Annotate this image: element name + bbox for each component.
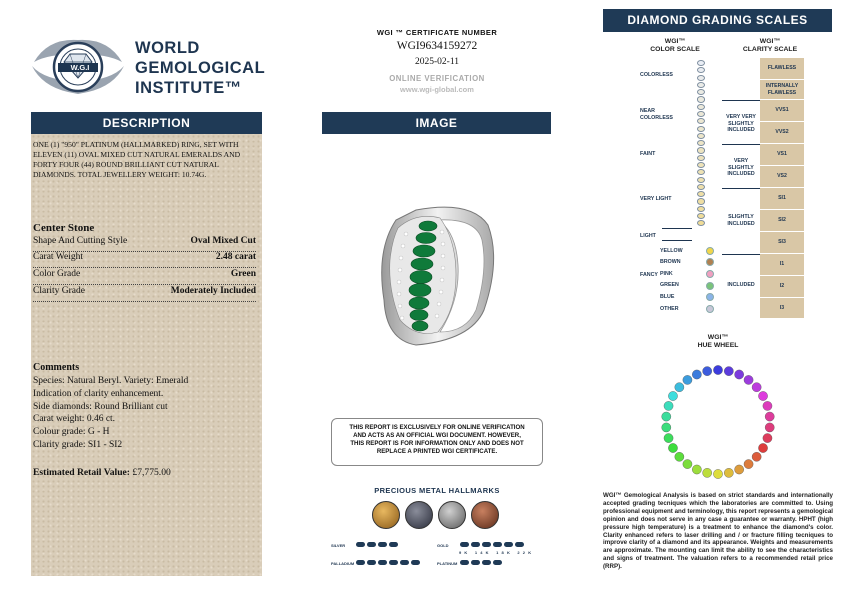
description-text: ONE (1) "950" PLATINUM (HALLMARKED) RING, SET WITH ELEVEN (11) OVAL MIXED CUT NATURAL EMERALDS AND FORTY FOUR (44) ROUND BRILLIANT CUT NATURAL DIAMONDS. TOTAL JEWELLERY WEIGHT: 10.74G. [33,140,241,179]
estimated-retail-value [33,467,171,478]
hue-swatch [713,469,722,478]
clarity-group-label: INCLUDED [727,282,755,288]
hallmark-label: PLATINUM [437,561,458,566]
color-grade-gem-icon [697,206,705,212]
clarity-grade: I1 [760,254,804,276]
hue-swatch [752,452,761,461]
fancy-color-row [660,245,714,257]
comments-title: Comments [33,362,80,373]
hallmark-label: GOLD [437,543,449,548]
image-heading: IMAGE [322,112,551,134]
institute-name-line1: WORLD [135,39,200,57]
hallmark-label: PALLADIUM [331,561,355,566]
karat-label: 9K [459,550,471,555]
comment-line: Carat weight: 0.46 ct. [33,414,116,425]
clarity-grade: INTERNALLY FLAWLESS [760,80,804,100]
color-grade-gem-icon [697,60,705,66]
institute-name-line2: GEMOLOGICAL [135,59,266,77]
clarity-group-label: SLIGHTLY INCLUDED [727,214,755,227]
palladium-hallmark-coin-icon [405,501,433,529]
hallmark-row-silver [331,542,400,548]
hue-swatch [683,459,692,468]
hue-swatch [763,433,772,442]
color-group-label: COLORLESS [640,72,673,78]
detail-row-clarity [33,286,256,302]
clarity-scale-column [760,58,804,319]
fancy-color-name: YELLOW [660,247,683,254]
online-verification-url[interactable]: www.wgi-global.com [400,85,474,94]
hue-swatch [758,391,767,400]
comment-line: Colour grade: G - H [33,427,110,438]
hue-wheel-title: WGI™ HUE WHEEL [697,334,739,349]
color-group-label: FANCY [640,272,658,278]
hue-swatch [744,459,753,468]
color-grade-gem-icon [697,147,705,153]
karat-label: 18K [496,550,514,555]
ring-image [376,200,501,350]
grading-scales-heading: DIAMOND GRADING SCALES [603,9,832,32]
detail-label: Carat Weight [33,252,83,262]
description-panel [31,134,262,576]
blue-gem-icon [706,293,714,301]
yellow-gem-icon [706,247,714,255]
fancy-color-row [660,257,714,269]
certificate-date: 2025-02-11 [415,57,459,67]
color-grade-gem-icon [697,184,705,190]
fancy-color-name: BROWN [660,259,681,266]
color-grade-gem-icon [697,198,705,204]
retail-value: £7,775.00 [132,467,171,478]
institute-name [135,38,265,98]
hue-swatch [664,433,673,442]
description-heading: DESCRIPTION [31,112,262,134]
color-grade-gem-icon [697,155,705,161]
light-divider [662,240,692,241]
comment-line: Clarity grade: SI1 - SI2 [33,439,123,450]
fancy-color-name: OTHER [660,305,679,312]
hue-swatch [668,391,677,400]
online-disclaimer: THIS REPORT IS EXCLUSIVELY FOR ONLINE VERIFICATION AND ACTS AS AN OFFICIAL WGI DOCUMENT. HOWEVER, THIS REPORT IS FOR INFORMATION ONLY AND DOES NOT REPLACE A PRINTED WGI CERTIFICATE. [331,418,543,466]
hue-swatch [703,367,712,376]
color-grade-gem-icon [697,96,705,102]
color-grade-gem-icon [697,111,705,117]
clarity-scale-title: WGI™ CLARITY SCALE [742,38,798,53]
gold-hallmark-coin-icon [372,501,400,529]
clarity-divider [722,188,760,189]
clarity-grade: I3 [760,298,804,319]
detail-value: Moderately Included [170,286,256,296]
clarity-grade: SI2 [760,210,804,232]
hue-swatch [675,383,684,392]
color-group-label: FAINT [640,151,656,157]
clarity-grade: VS1 [760,144,804,166]
detail-row-shape [33,236,256,252]
hue-swatch [692,465,701,474]
detail-value: 2.48 carat [215,252,256,262]
color-grade-gem-icon [697,75,705,81]
clarity-grade: VS2 [760,166,804,188]
color-grade-gem-icon [697,220,705,226]
fancy-color-name: BLUE [660,293,675,300]
color-group-label: NEAR COLORLESS [640,108,673,121]
clarity-grade: VVS2 [760,122,804,144]
other-gem-icon [706,305,714,313]
clarity-divider [722,144,760,145]
institute-name-line3: INSTITUTE™ [135,79,242,97]
hue-wheel [648,352,788,492]
fine-print: WGI™ Gemological Analysis is based on strict standards and internationally accepted grading tecniques which the laboratories are committed to. Using professional equipment and terminology, this report represents a gemological opinion and does not serve in any case a guarantee or warranty. HPHT (high pressure high temperature) is a treatment to enhance the diamond's color. Clarity enhanced refers to laser drilling and / or fracture filling tecniques to improve clarity of a diamond and its appearance. Weights and measurements are approximate. The mounting can limit the ability to see the characteristics and signs of treatment. The valuation refers to a recommended retail price (RRP). [603,492,833,571]
hue-swatch [664,401,673,410]
fancy-color-row [660,303,714,315]
comment-line: Species: Natural Beryl. Variety: Emerald [33,376,189,386]
hue-swatch [662,412,671,421]
color-grade-gem-icon [697,177,705,183]
hallmark-row-gold [437,542,526,548]
pink-gem-icon [706,270,714,278]
comment-line: Side diamonds: Round Brilliant cut [33,401,168,412]
clarity-grade: SI3 [760,232,804,254]
clarity-grade: FLAWLESS [760,58,804,80]
color-grade-gem-icon [697,67,705,73]
color-grade-gem-icon [697,162,705,168]
color-group-label: LIGHT [640,233,656,239]
color-grade-gem-icon [697,118,705,124]
clarity-group-label: VERY VERY SLIGHTLY INCLUDED [726,114,756,133]
color-grade-gem-icon [697,126,705,132]
clarity-divider [722,100,760,101]
detail-row-color [33,269,256,285]
light-divider [662,228,692,229]
detail-label: Shape And Cutting Style [33,236,128,246]
fancy-color-name: GREEN [660,282,679,289]
hue-swatch [735,370,744,379]
hue-swatch [765,412,774,421]
certificate-number: WGI9634159272 [396,40,478,52]
online-verification-label: ONLINE VERIFICATION [389,74,485,83]
fancy-color-name: PINK [660,270,673,277]
hue-swatch [692,370,701,379]
hue-swatch [668,443,677,452]
comments-list [33,375,188,452]
color-grade-gem-icon [697,82,705,88]
detail-value: Oval Mixed Cut [190,236,256,246]
hue-swatch [735,465,744,474]
hue-swatch [752,383,761,392]
certificate-label: WGI ™ CERTIFICATE NUMBER [376,28,498,37]
karat-label: 22K [517,550,535,555]
detail-value: Green [230,269,256,279]
fancy-color-row [660,291,714,303]
center-stone-title: Center Stone [33,222,95,234]
brown-gem-icon [706,258,714,266]
color-grade-gem-icon [697,104,705,110]
hallmark-label: SILVER [331,543,346,548]
clarity-grade: VVS1 [760,100,804,122]
color-grade-gem-icon [697,213,705,219]
color-grade-gem-icon [697,140,705,146]
hue-swatch [758,443,767,452]
hue-swatch [763,401,772,410]
hue-swatch [724,367,733,376]
gold-karats [459,550,534,555]
color-scale-title: WGI™ COLOR SCALE [650,38,700,53]
detail-label: Color Grade [33,269,81,279]
retail-label: Estimated Retail Value: [33,467,131,478]
color-group-label: VERY LIGHT [640,196,672,202]
clarity-grade: I2 [760,276,804,298]
hue-swatch [724,468,733,477]
hue-swatch [662,423,671,432]
detail-row-carat [33,252,256,268]
platinum-hallmark-coin-icon [471,501,499,529]
hue-swatch [744,375,753,384]
silver-hallmark-coin-icon [438,501,466,529]
color-grade-gem-icon [697,191,705,197]
fancy-color-row [660,280,714,292]
color-grade-gem-icon [697,133,705,139]
color-grade-gem-icon [697,169,705,175]
fancy-color-row [660,268,714,280]
color-grade-gem-icon [697,89,705,95]
hallmarks-title: PRECIOUS METAL HALLMARKS [374,486,500,495]
clarity-group-label: VERY SLIGHTLY INCLUDED [727,158,755,177]
hallmark-row-platinum [437,560,504,566]
clarity-grade: SI1 [760,188,804,210]
hue-swatch [703,468,712,477]
hue-swatch [713,365,722,374]
hue-swatch [765,423,774,432]
hallmark-row-palladium [331,560,422,566]
comment-line: Indication of clarity enhancement. [33,388,164,399]
color-scale-gems [697,60,709,227]
karat-label: 14K [474,550,492,555]
detail-label: Clarity Grade [33,286,85,296]
green-gem-icon [706,282,714,290]
hue-swatch [683,375,692,384]
clarity-divider [722,254,760,255]
wgi-seal-text: W.G.I [70,63,90,72]
fancy-color-list [660,245,714,315]
hue-swatch [675,452,684,461]
